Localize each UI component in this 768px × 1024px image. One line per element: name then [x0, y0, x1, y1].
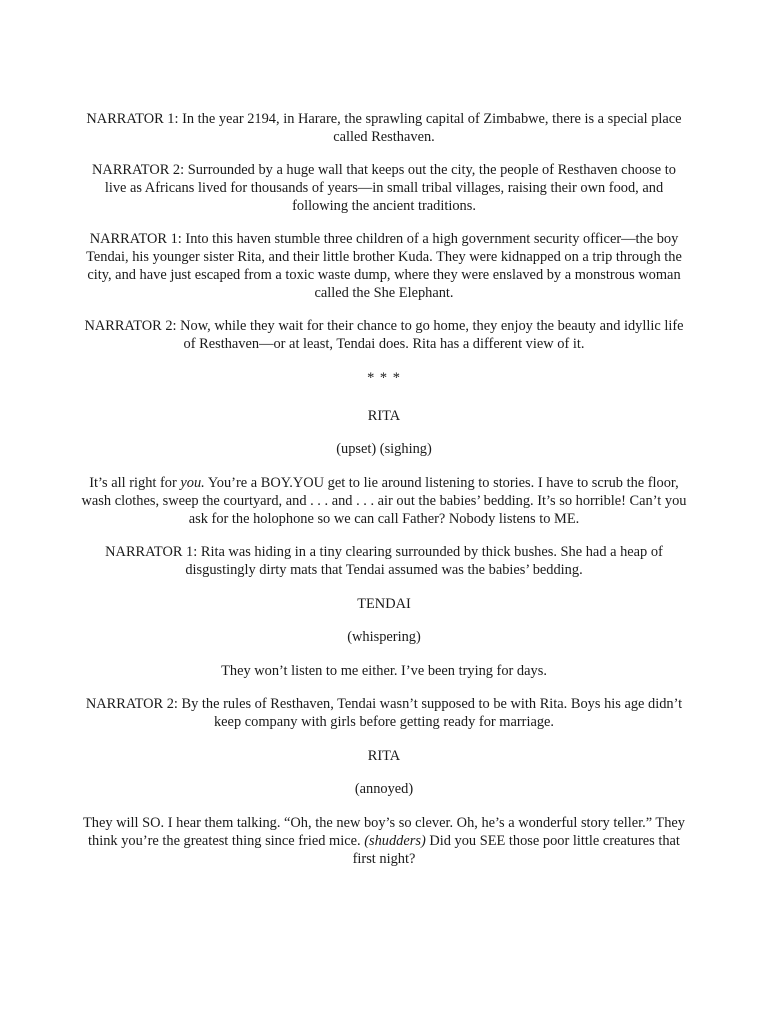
rita-line-2-emphasis: (shudders) — [364, 833, 426, 849]
rita-line-1-rest: You’re a BOY.YOU get to lie around listening to stories. I have to scrub the floor, wash clothes, sweep the courtyard, and . . . and . . . air out the babies’ bedding. It’s so horrible! Can’t you ask for the holophone so we can call Father? Nobody listens to ME. — [81, 475, 687, 527]
speaker-rita-2: RITA — [367, 748, 401, 764]
rita-line-1 — [80, 474, 688, 528]
stage-direction-annoyed: (annoyed) — [354, 781, 414, 797]
rita-line-1-start: It’s all right for — [89, 475, 181, 491]
stage-direction-whispering: (whispering) — [347, 629, 421, 645]
narrator-1-intro: NARRATOR 1: In the year 2194, in Harare, the sprawling capital of Zimbabwe, there is a special place called Resthaven. — [86, 111, 682, 145]
stage-direction-upset: (upset) (sighing) — [336, 441, 432, 457]
rita-line-1-emphasis: you. — [180, 475, 205, 491]
script-page — [80, 110, 688, 883]
narrator-2-intro: NARRATOR 2: Surrounded by a huge wall that keeps out the city, the people of Resthaven choose to live as Africans lived for thousands of years—in small tribal villages, raising their own food, and following the ancient traditions. — [92, 162, 676, 214]
rita-line-2 — [80, 814, 688, 868]
rita-line-2-start: They will SO. I hear them talking. “Oh, the new boy’s so clever. Oh, he’s a wonderful story teller.” They think you’re the greatest thing since fried mice. — [83, 815, 685, 849]
narrator-1-children: NARRATOR 1: Into this haven stumble three children of a high government security officer—the boy Tendai, his younger sister Rita, and their little brother Kuda. They were kidnapped on a trip through the city, and have just escaped from a toxic waste dump, where they were enslaved by a monstrous woman called the She Elephant. — [86, 231, 682, 301]
rita-line-2-rest: Did you SEE those poor little creatures that first night? — [352, 833, 680, 867]
scene-separator: * * * — [367, 370, 401, 386]
speaker-rita: RITA — [367, 408, 401, 424]
narrator-2-wait: NARRATOR 2: Now, while they wait for their chance to go home, they enjoy the beauty and idyllic life of Resthaven—or at least, Tendai does. Rita has a different view of it. — [84, 318, 684, 352]
narrator-2-rules: NARRATOR 2: By the rules of Resthaven, Tendai wasn’t supposed to be with Rita. Boys his age didn’t keep company with girls before getting ready for marriage. — [85, 696, 683, 730]
speaker-tendai: TENDAI — [357, 596, 411, 612]
narrator-1-clearing: NARRATOR 1: Rita was hiding in a tiny clearing surrounded by thick bushes. She had a heap of disgustingly dirty mats that Tendai assumed was the babies’ bedding. — [105, 544, 663, 578]
tendai-line: They won’t listen to me either. I’ve been trying for days. — [221, 663, 547, 679]
